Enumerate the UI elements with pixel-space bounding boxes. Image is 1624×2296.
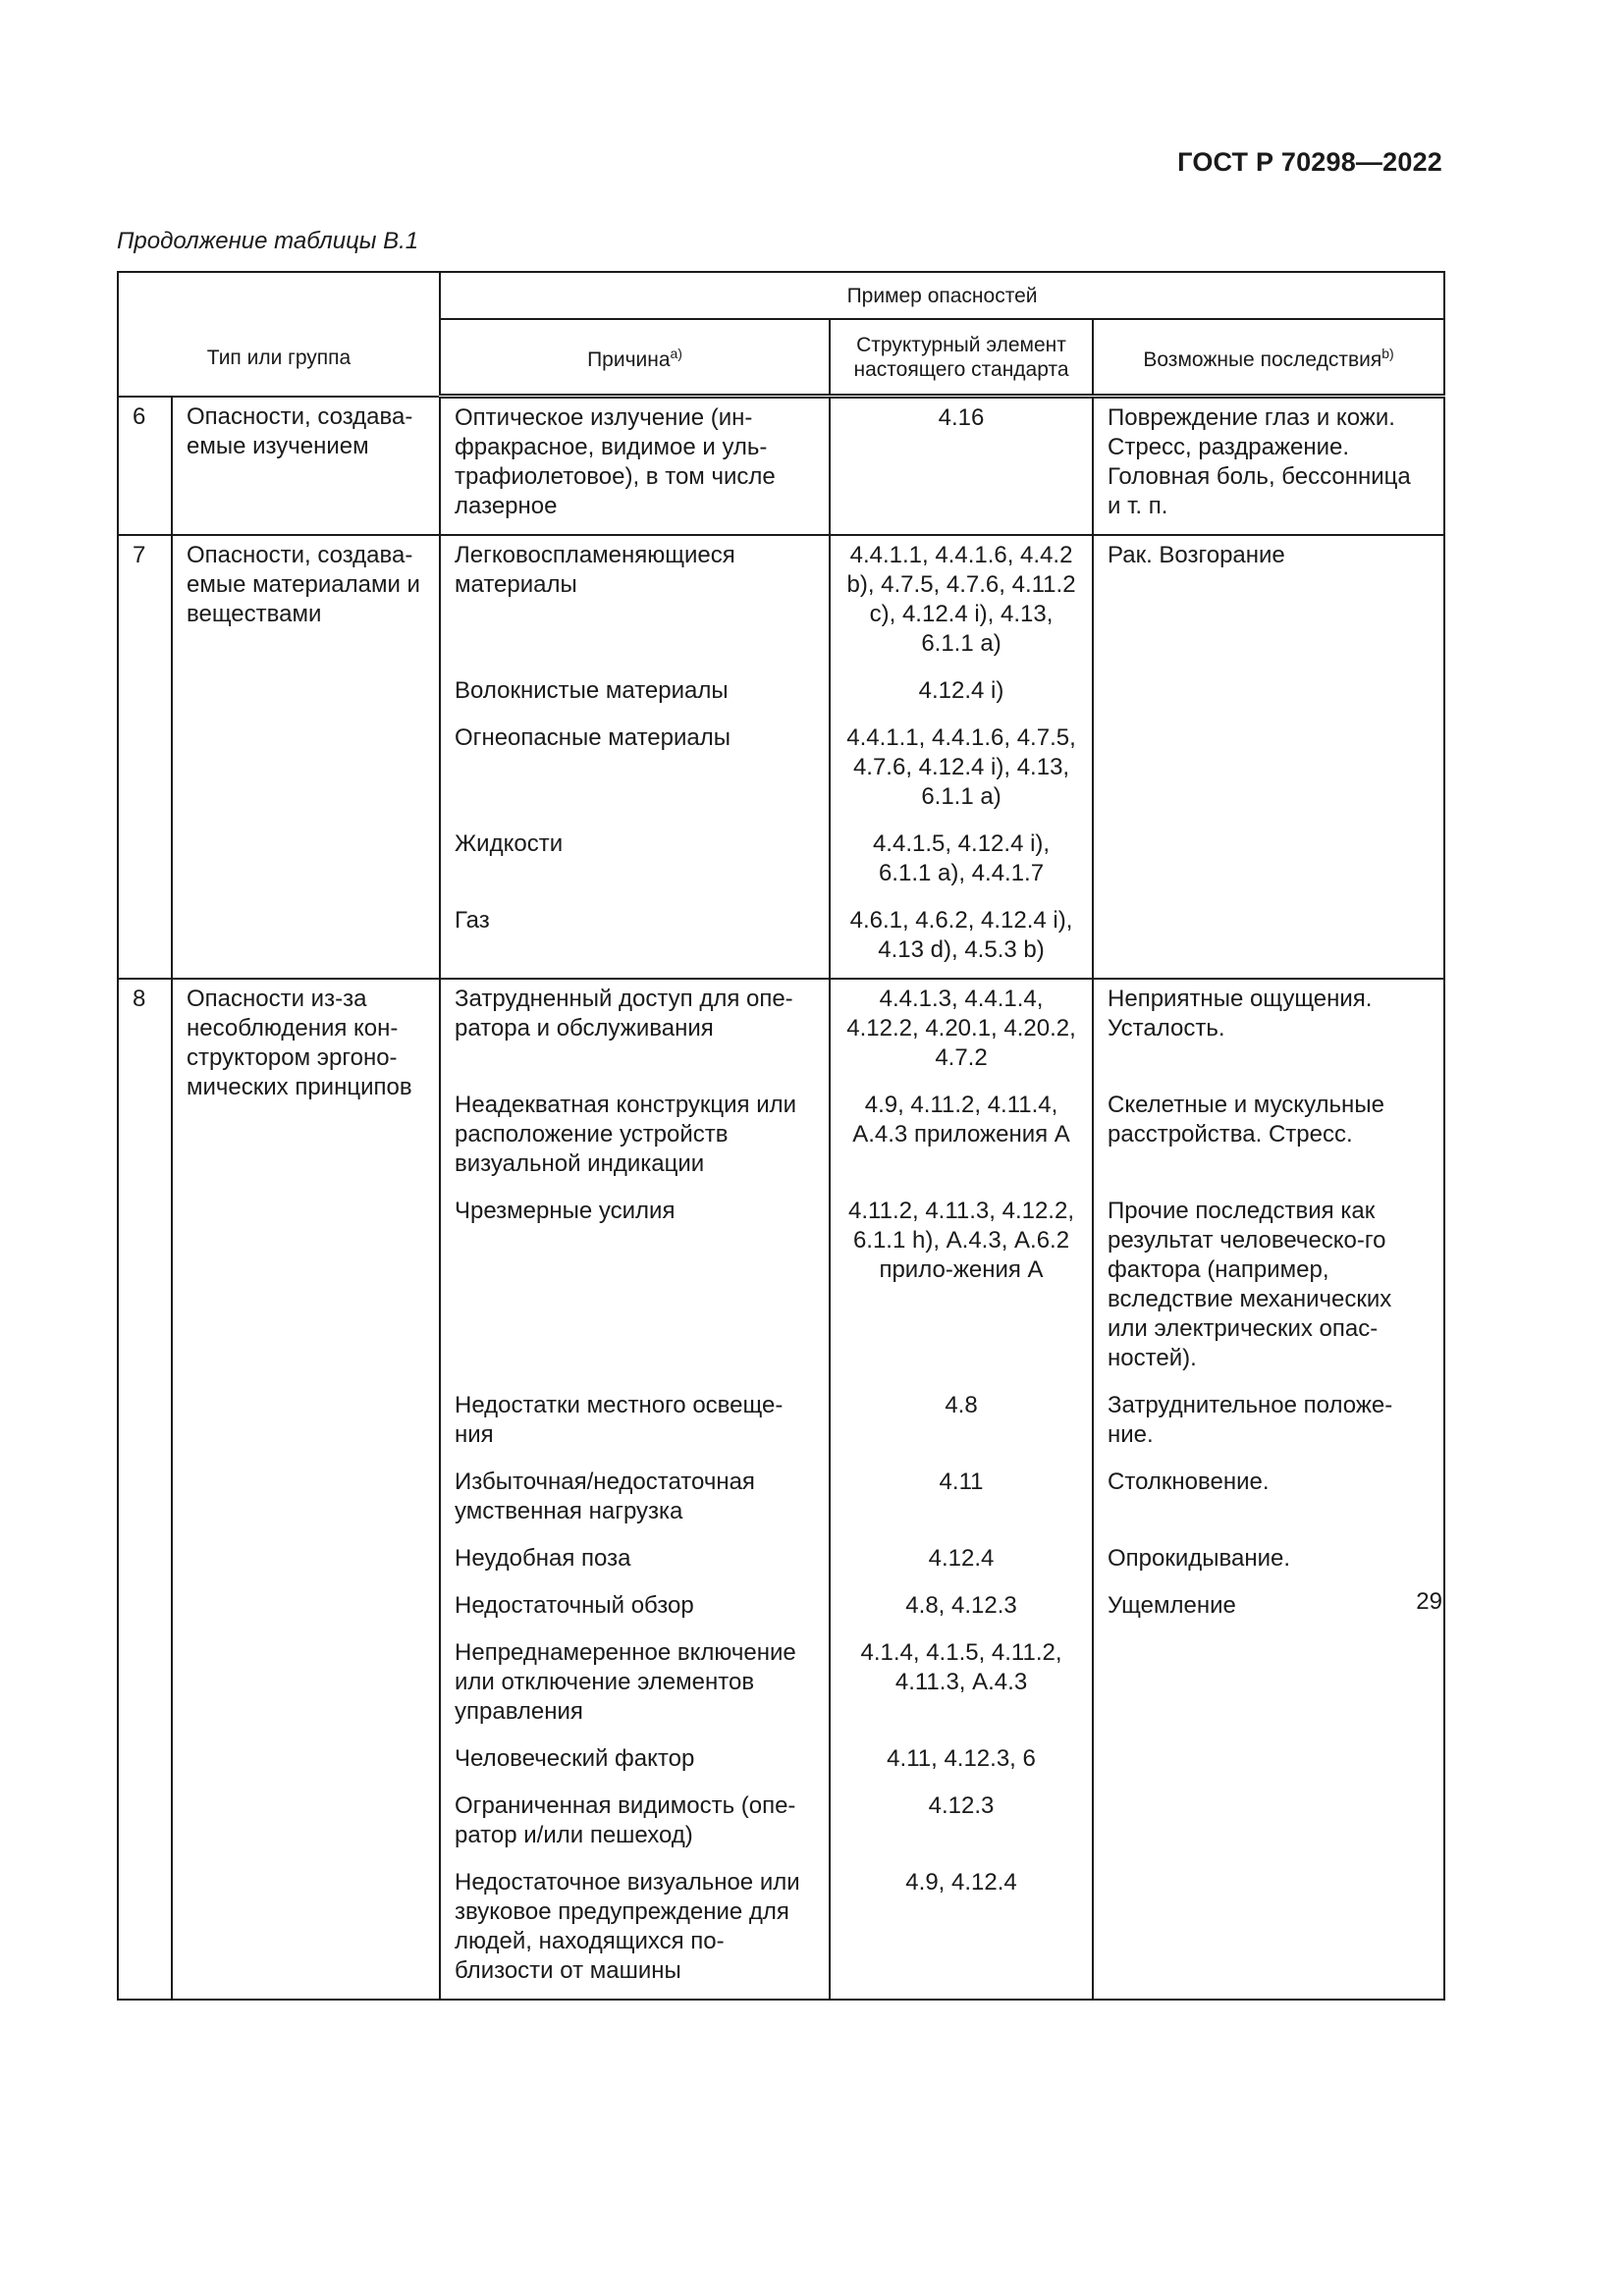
document-id: ГОСТ Р 70298—2022: [1177, 147, 1442, 177]
consequence-cell: Повреждение глаз и кожи. Стресс, раздражение. Головная боль, бессонница и т. п.: [1093, 397, 1444, 536]
cause-cell: Недостатки местного освеще-ния: [440, 1386, 830, 1463]
cause-cell: Волокнистые материалы: [440, 671, 830, 719]
reference-cell: 4.9, 4.12.4: [830, 1863, 1093, 2000]
reference-cell: 4.9, 4.11.2, 4.11.4, А.4.3 приложения А: [830, 1086, 1093, 1192]
reference-cell: 4.12.3: [830, 1787, 1093, 1863]
reference-cell: 4.4.1.1, 4.4.1.6, 4.4.2 b), 4.7.5, 4.7.6, 4.11.2 c), 4.12.4 i), 4.13, 6.1.1 a): [830, 535, 1093, 671]
cause-cell: Газ: [440, 901, 830, 979]
header-hazard-examples: Пример опасностей: [440, 272, 1444, 319]
consequence-cell: Скелетные и мускульные расстройства. Стресс.: [1093, 1086, 1444, 1192]
group-number: 6: [118, 397, 172, 536]
cause-cell: Человеческий фактор: [440, 1739, 830, 1787]
cause-cell: Недостаточный обзор: [440, 1586, 830, 1633]
hazard-type: Опасности, создава-емые изучением: [172, 397, 440, 536]
table-row: [118, 397, 1444, 536]
cause-cell: Избыточная/недостаточная умственная нагрузка: [440, 1463, 830, 1539]
hazard-type: Опасности из-за несоблюдения кон-структором эргоно-мических принципов: [172, 979, 440, 2000]
cause-cell: Ограниченная видимость (опе-ратор и/или пешеход): [440, 1787, 830, 1863]
consequence-cell: [1093, 1863, 1444, 2000]
cause-cell: Оптическое излучение (ин-фракрасное, видимое и уль-трафиолетовое), в том числе лазерное: [440, 397, 830, 536]
reference-cell: 4.4.1.5, 4.12.4 i), 6.1.1 a), 4.4.1.7: [830, 825, 1093, 901]
table-continuation-title: Продолжение таблицы В.1: [117, 228, 419, 254]
header-consequences: Возможные последствия$^{b)}$: [1093, 319, 1444, 397]
table-row: [118, 535, 1444, 671]
consequence-cell: [1093, 1739, 1444, 1787]
table-row: [118, 979, 1444, 1086]
cause-cell: Непреднамеренное включение или отключение элементов управления: [440, 1633, 830, 1739]
reference-cell: 4.12.4: [830, 1539, 1093, 1586]
cause-cell: Неадекватная конструкция или расположение устройств визуальной индикации: [440, 1086, 830, 1192]
hazards-table: [117, 271, 1445, 2001]
reference-cell: 4.1.4, 4.1.5, 4.11.2, 4.11.3, А.4.3: [830, 1633, 1093, 1739]
consequence-cell: Рак. Возгорание: [1093, 535, 1444, 979]
header-type-or-group: Тип или группа: [118, 272, 440, 397]
hazard-type: Опасности, создава-емые материалами и веществами: [172, 535, 440, 979]
reference-cell: 4.8, 4.12.3: [830, 1586, 1093, 1633]
cause-cell: Огнеопасные материалы: [440, 719, 830, 825]
group-number: 8: [118, 979, 172, 2000]
reference-cell: 4.4.1.3, 4.4.1.4, 4.12.2, 4.20.1, 4.20.2, 4.7.2: [830, 979, 1093, 1086]
cause-cell: Легковоспламеняющиеся материалы: [440, 535, 830, 671]
consequence-cell: [1093, 1787, 1444, 1863]
consequence-cell: Опрокидывание.: [1093, 1539, 1444, 1586]
cause-cell: Недостаточное визуальное или звуковое предупреждение для людей, находящихся по-близости от машины: [440, 1863, 830, 2000]
reference-cell: 4.6.1, 4.6.2, 4.12.4 i), 4.13 d), 4.5.3 b): [830, 901, 1093, 979]
reference-cell: 4.11, 4.12.3, 6: [830, 1739, 1093, 1787]
reference-cell: 4.8: [830, 1386, 1093, 1463]
header-cause: Причина$^{a)}$: [440, 319, 830, 397]
consequence-cell: Ущемление: [1093, 1586, 1444, 1633]
cause-cell: Неудобная поза: [440, 1539, 830, 1586]
consequence-cell: Затруднительное положе-ние.: [1093, 1386, 1444, 1463]
page-number: 29: [1416, 1588, 1442, 1615]
reference-cell: 4.11.2, 4.11.3, 4.12.2, 6.1.1 h), А.4.3, А.6.2 прило-жения А: [830, 1192, 1093, 1386]
reference-cell: 4.16: [830, 397, 1093, 536]
group-number: 7: [118, 535, 172, 979]
reference-cell: 4.11: [830, 1463, 1093, 1539]
cause-cell: Чрезмерные усилия: [440, 1192, 830, 1386]
reference-cell: 4.4.1.1, 4.4.1.6, 4.7.5, 4.7.6, 4.12.4 i), 4.13, 6.1.1 a): [830, 719, 1093, 825]
header-structural-element: Структурный элемент настоящего стандарта: [830, 319, 1093, 397]
cause-cell: Жидкости: [440, 825, 830, 901]
footnote-marker-a: a): [670, 346, 682, 361]
consequence-cell: Столкновение.: [1093, 1463, 1444, 1539]
reference-cell: 4.12.4 i): [830, 671, 1093, 719]
consequence-cell: Прочие последствия как результат человеческо-го фактора (например, вследствие механических или электрических опас-ностей).: [1093, 1192, 1444, 1386]
consequence-cell: Неприятные ощущения. Усталость.: [1093, 979, 1444, 1086]
cause-cell: Затрудненный доступ для опе-ратора и обслуживания: [440, 979, 830, 1086]
footnote-marker-b: b): [1381, 346, 1394, 361]
consequence-cell: [1093, 1633, 1444, 1739]
